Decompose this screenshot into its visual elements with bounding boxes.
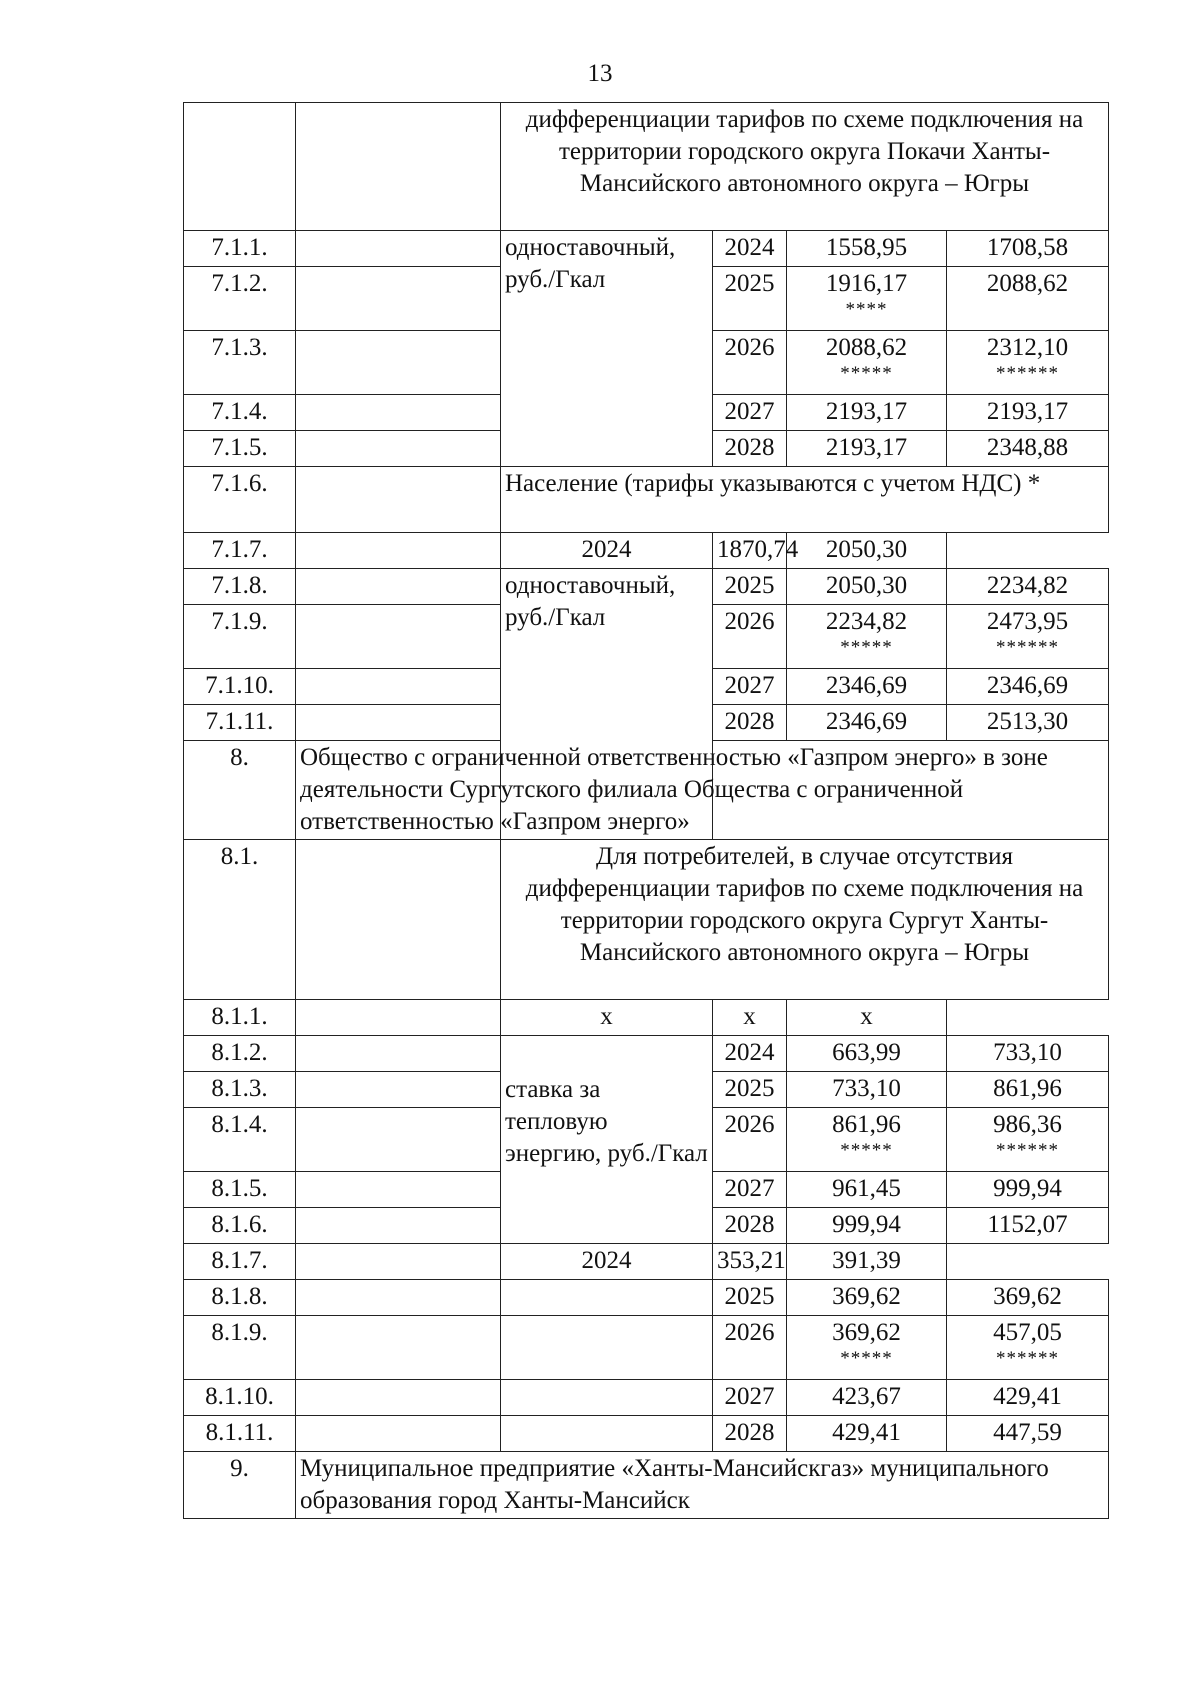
tariff-value: 423,67 [832,1383,901,1410]
empty-cell [296,605,501,669]
tariff-value: 369,62 [832,1283,901,1310]
tariff-value-1 [787,1280,947,1316]
empty-cell [296,1380,501,1416]
tariff-value: 861,96 [993,1075,1062,1102]
tariff-value-2 [947,705,1109,741]
empty-cell [296,1172,501,1208]
year-cell: 2024 [713,231,787,267]
tariff-value-1 [787,705,947,741]
year-cell: 2024 [501,1244,713,1280]
tariff-value: 999,94 [832,1211,901,1238]
footnote-marker: ****** [996,363,1059,384]
tariff-value-2 [947,231,1109,267]
tariff-value-2 [787,1244,947,1280]
row-number [184,103,296,231]
tariff-type [501,1280,713,1316]
table-row [184,1380,1109,1416]
tariff-value-1 [713,533,799,569]
tariff-value: 2346,69 [825,672,908,699]
tariff-value: 429,41 [993,1383,1062,1410]
footnote-marker: ***** [840,363,893,384]
tariff-value: 369,62 [993,1283,1062,1310]
row-number: 8.1. [184,840,296,1000]
tariff-value-1 [787,395,947,431]
footnote-marker: ****** [996,1348,1059,1369]
row-number: 8.1.3. [184,1072,296,1108]
table-row [184,1036,1109,1072]
empty-cell [296,669,501,705]
tariff-value: x [743,1003,756,1030]
row-number: 7.1.8. [184,569,296,605]
empty-cell [296,267,501,331]
tariff-value: 2473,95 [986,608,1069,635]
tariff-type: одноставочный, руб./Гкал [501,231,713,467]
row-number: 8.1.5. [184,1172,296,1208]
row-number: 8.1.11. [184,1416,296,1452]
empty-cell [296,431,501,467]
table-row [184,1244,1109,1280]
tariff-value: 1870,74 [717,536,799,563]
year-cell: 2025 [713,267,787,331]
year-cell: x [501,1000,713,1036]
table-row [184,231,1109,267]
tariff-value: 2513,30 [986,708,1069,735]
row-number: 7.1.10. [184,669,296,705]
tariff-value-1 [713,1244,787,1280]
tariff-value: 733,10 [993,1039,1062,1066]
tariff-value-2 [947,1108,1109,1172]
tariff-value-2 [947,1208,1109,1244]
table-row [184,533,1109,569]
organization-name: Общество с ограниченной ответственностью «Газпром энерго» в зоне деятельности Сургутского филиала Общества с ограниченной ответственностью «Газпром энерго» [296,741,1109,840]
tariff-value-1 [787,1172,947,1208]
empty-cell [296,1072,501,1108]
tariff-value: 2346,69 [825,708,908,735]
row-number: 7.1.5. [184,431,296,467]
table-row [184,103,1109,231]
tariff-type [501,1416,713,1452]
year-cell: 2027 [713,395,787,431]
empty-cell [296,840,501,1000]
row-number: 7.1.9. [184,605,296,669]
tariff-value: 447,59 [993,1419,1062,1446]
row-number: 7.1.1. [184,231,296,267]
table-row [184,467,1109,533]
tariff-value-1 [787,1108,947,1172]
empty-cell [296,103,501,231]
tariff-value-1 [787,605,947,669]
tariff-value: 1708,58 [986,234,1069,261]
table-row [184,1316,1109,1380]
tariff-value-1 [787,1416,947,1452]
table-row [184,1416,1109,1452]
year-cell: 2026 [713,605,787,669]
table-row [184,741,1109,840]
tariff-value: 663,99 [832,1039,901,1066]
empty-cell [296,1000,501,1036]
tariff-value: 1558,95 [825,234,908,261]
tariff-value-1 [787,431,947,467]
section-heading: дифференциации тарифов по схеме подключения на территории городского округа Покачи Ханты-Мансийского автономного округа – Югры [501,103,1109,231]
empty-cell [296,331,501,395]
table-row [184,1000,1109,1036]
tariff-value-2 [947,431,1109,467]
footnote-marker: ***** [840,1140,893,1161]
year-cell: 2024 [501,533,713,569]
tariff-value-1 [787,331,947,395]
tariff-value: 2050,30 [825,536,908,563]
table-row [184,840,1109,1000]
row-number: 7.1.11. [184,705,296,741]
year-cell: 2025 [713,1280,787,1316]
empty-cell [296,395,501,431]
tariff-value-2 [947,1316,1109,1380]
tariff-value: 2193,17 [825,434,908,461]
row-number: 8.1.6. [184,1208,296,1244]
tariff-value: 2193,17 [986,398,1069,425]
tariff-type [501,1316,713,1380]
tariff-value: 1916,17 [825,270,908,297]
empty-cell [296,569,501,605]
tariff-value-2 [787,533,947,569]
year-cell: 2025 [713,569,787,605]
page-number: 13 [587,60,613,87]
tariff-value: 733,10 [832,1075,901,1102]
year-cell: 2027 [713,1172,787,1208]
row-number: 7.1.4. [184,395,296,431]
tariff-value: 2193,17 [825,398,908,425]
tariff-value: 353,21 [717,1247,786,1274]
tariff-value-1 [787,231,947,267]
tariff-value-2 [947,395,1109,431]
tariff-value-2 [947,267,1109,331]
tariff-value: 2312,10 [986,334,1069,361]
tariff-value-2 [947,1172,1109,1208]
tariff-value-2 [947,1280,1109,1316]
row-number: 7.1.2. [184,267,296,331]
tariff-value: 369,62 [832,1319,901,1346]
tariff-value: 861,96 [832,1111,901,1138]
row-number: 8.1.10. [184,1380,296,1416]
tariff-value-2 [947,331,1109,395]
organization-name: Муниципальное предприятие «Ханты-Мансийскгаз» муниципального образования город Ханты-Мансийск [296,1452,1109,1519]
tariff-value-1 [713,1000,787,1036]
tariff-value-1 [787,1036,947,1072]
tariff-value-1 [787,267,947,331]
tariff-value-1 [787,1208,947,1244]
tariff-value-2 [787,1000,947,1036]
year-cell: 2027 [713,1380,787,1416]
tariff-value: 1152,07 [987,1211,1068,1238]
tariff-value-1 [787,1072,947,1108]
tariff-value-2 [947,1072,1109,1108]
footnote-marker: ***** [840,1348,893,1369]
empty-cell [296,1036,501,1072]
tariff-value: 429,41 [832,1419,901,1446]
row-number: 8.1.1. [184,1000,296,1036]
row-number: 8.1.9. [184,1316,296,1380]
tariff-value: 2346,69 [986,672,1069,699]
year-cell: 2024 [713,1036,787,1072]
tariff-value: 986,36 [993,1111,1062,1138]
tariff-type: одноставочный, руб./Гкал [501,569,713,840]
year-cell: 2028 [713,431,787,467]
empty-cell [296,705,501,741]
row-number: 8. [184,741,296,840]
section-heading: Для потребителей, в случае отсутствия дифференциации тарифов по схеме подключения на территории городского округа Сургут Ханты-Мансийского автономного округа – Югры [501,840,1109,1000]
year-cell: 2028 [713,1416,787,1452]
footnote-marker: ****** [996,1140,1059,1161]
tariff-value: 2234,82 [986,572,1069,599]
empty-cell [296,231,501,267]
tariff-value-2 [947,1036,1109,1072]
section-heading: Население (тарифы указываются с учетом НДС) * [501,467,1109,533]
row-number: 7.1.3. [184,331,296,395]
empty-cell [296,1280,501,1316]
year-cell: 2028 [713,1208,787,1244]
footnote-marker: ***** [840,637,893,658]
tariff-type: ставка за тепловую энергию, руб./Гкал [501,1036,713,1244]
footnote-marker: ****** [996,637,1059,658]
year-cell: 2028 [713,705,787,741]
row-number: 7.1.6. [184,467,296,533]
tariff-value: x [860,1003,873,1030]
table-row [184,1452,1109,1519]
empty-cell [296,1244,501,1280]
tariff-value: 2348,88 [986,434,1069,461]
tariff-value-1 [787,1380,947,1416]
row-number: 8.1.2. [184,1036,296,1072]
tariff-value-1 [787,669,947,705]
footnote-marker: **** [845,299,888,320]
tariff-table [183,102,1109,1519]
empty-cell [296,1108,501,1172]
tariff-value: 999,94 [993,1175,1062,1202]
tariff-value: 2050,30 [825,572,908,599]
year-cell: 2025 [713,1072,787,1108]
tariff-value: 961,45 [832,1175,901,1202]
row-number: 8.1.7. [184,1244,296,1280]
empty-cell [296,533,501,569]
tariff-value-2 [947,569,1109,605]
tariff-value-1 [787,569,947,605]
year-cell: 2026 [713,1316,787,1380]
empty-cell [296,1416,501,1452]
row-number: 7.1.7. [184,533,296,569]
empty-cell [296,1316,501,1380]
tariff-type [501,1380,713,1416]
year-cell: 2026 [713,1108,787,1172]
tariff-value: 2234,82 [825,608,908,635]
tariff-value: 391,39 [832,1247,901,1274]
year-cell: 2026 [713,331,787,395]
table-row [184,569,1109,605]
tariff-value-2 [947,605,1109,669]
year-cell: 2027 [713,669,787,705]
table-row [184,1280,1109,1316]
tariff-value-2 [947,669,1109,705]
tariff-value-2 [947,1416,1109,1452]
tariff-value: 2088,62 [825,334,908,361]
row-number: 8.1.8. [184,1280,296,1316]
empty-cell [296,1208,501,1244]
tariff-value-1 [787,1316,947,1380]
tariff-value-2 [947,1380,1109,1416]
row-number: 9. [184,1452,296,1519]
empty-cell [296,467,501,533]
row-number: 8.1.4. [184,1108,296,1172]
tariff-value: 2088,62 [986,270,1069,297]
tariff-value: 457,05 [993,1319,1062,1346]
